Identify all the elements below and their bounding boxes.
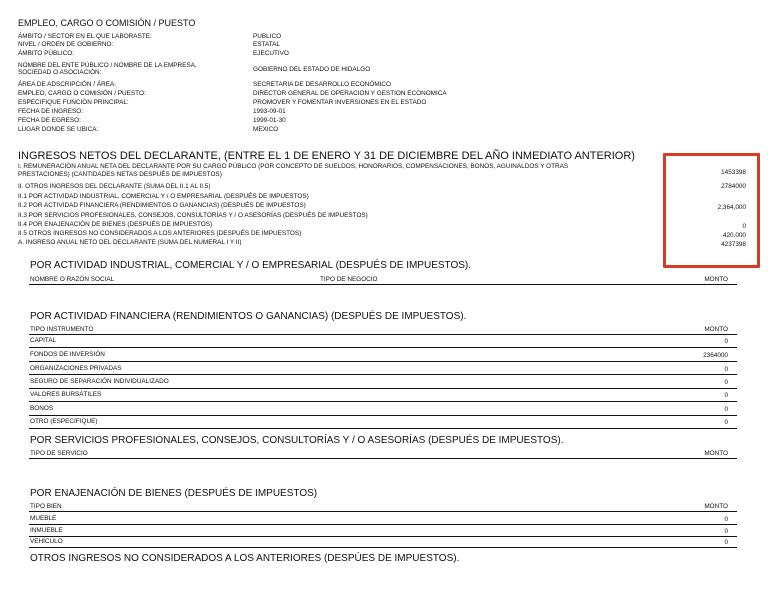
income-row-ii1: II.1 POR ACTIVIDAD INDUSTRIAL, COMERCIAL Y / O EMPRESARIAL (DESPUÉS DE IMPUESTOS) bbox=[18, 193, 309, 200]
income-row-ii3: II.3 POR SERVICIOS PROFESIONALES, CONSEJOS, CONSULTORÍAS Y / O ASESORÍAS (DESPUÉS DE IMPUESTOS) bbox=[18, 212, 368, 219]
industrial-title: POR ACTIVIDAD INDUSTRIAL, COMERCIAL Y / O EMPRESARIAL (DESPUÉS DE IMPUESTOS). bbox=[30, 260, 472, 271]
row-rule bbox=[29, 428, 737, 429]
label-area-adscripcion: ÁREA DE ADSCRIPCIÓN / ÁREA: bbox=[18, 81, 117, 88]
value-ambito-sector: PUBLICO bbox=[253, 33, 282, 40]
professional-col-amount: MONTO bbox=[704, 450, 728, 457]
table-cell-amount: 2364000 bbox=[703, 352, 728, 359]
financial-header-rule bbox=[29, 334, 737, 335]
row-rule bbox=[29, 388, 737, 389]
label-ambito-sector: ÁMBITO / SECTOR EN EL QUE LABORASTE: bbox=[18, 33, 152, 40]
table-cell-amount: 0 bbox=[724, 419, 728, 426]
row-rule bbox=[29, 401, 737, 402]
value-empleo-cargo: DIRECTOR GENERAL DE OPERACION Y GESTION ECONOMICA bbox=[253, 90, 447, 97]
table-row: VALORES BURSÁTILES bbox=[30, 391, 102, 398]
income-row-remuneracion-line1: I. REMUNERACIÓN ANUAL NETA DEL DECLARANTE POR SU CARGO PÚBLICO (POR CONCEPTO DE SUELDOS, HONORARIOS, COMPENSACIONES, BONOS, AGUINALDOS Y OTRAS bbox=[18, 163, 569, 170]
value-lugar-ubica: MEXICO bbox=[253, 126, 279, 133]
table-cell-amount: 0 bbox=[724, 366, 728, 373]
income-row-ii2: II.2 POR ACTIVIDAD FINANCIERA (RENDIMIENTOS O GANANCIAS) (DESPUÉS DE IMPUESTOS) bbox=[18, 202, 306, 209]
income-value-ii5: 420,000 bbox=[722, 232, 746, 239]
income-row-total: A. INGRESO ANUAL NETO DEL DECLARANTE (SUMA DEL NUMERAL I Y II) bbox=[18, 239, 242, 246]
value-fecha-ingreso: 1993-09-01 bbox=[253, 108, 286, 115]
industrial-col-amount: MONTO bbox=[704, 276, 728, 283]
value-ambito-publico: EJECUTIVO bbox=[253, 50, 289, 57]
table-cell-amount: 0 bbox=[724, 338, 728, 345]
table-cell-amount: 0 bbox=[724, 392, 728, 399]
professional-header-rule bbox=[29, 458, 737, 459]
label-fecha-egreso: FECHA DE EGRESO: bbox=[18, 117, 81, 124]
income-value-remuneracion: 1453398 bbox=[721, 169, 746, 176]
row-rule bbox=[29, 415, 737, 416]
label-ambito-publico: ÁMBITO PÚBLICO: bbox=[18, 50, 74, 57]
row-rule bbox=[29, 361, 737, 362]
value-nivel-gobierno: ESTATAL bbox=[253, 41, 280, 48]
income-value-ii4: 0 bbox=[742, 223, 746, 230]
income-value-total: 4237398 bbox=[721, 241, 746, 248]
table-cell-amount: 0 bbox=[724, 539, 728, 546]
label-funcion-principal: ESPECIFIQUE FUNCIÓN PRINCIPAL: bbox=[18, 99, 129, 106]
row-rule bbox=[29, 547, 737, 548]
income-value-ii2: 2,364,000 bbox=[717, 204, 746, 211]
highlight-box bbox=[663, 153, 760, 268]
value-funcion-principal: PROMOVER Y FOMENTAR INVERSIONES EN EL ESTADO bbox=[253, 99, 427, 106]
financial-col-amount: MONTO bbox=[704, 326, 728, 333]
financial-col-instrument: TIPO INSTRUMENTO bbox=[30, 326, 94, 333]
employment-title: EMPLEO, CARGO O COMISIÓN / PUESTO bbox=[18, 18, 196, 28]
financial-title: POR ACTIVIDAD FINANCIERA (RENDIMIENTOS O GANANCIAS) (DESPUÉS DE IMPUESTOS). bbox=[30, 311, 467, 322]
table-row: FONDOS DE INVERSIÓN bbox=[30, 351, 105, 358]
table-row: MUEBLE bbox=[30, 515, 57, 522]
table-cell-amount: 0 bbox=[724, 379, 728, 386]
industrial-col-type: TIPO DE NEGOCIO bbox=[320, 276, 378, 283]
label-empleo-cargo: EMPLEO, CARGO O COMISIÓN / PUESTO: bbox=[18, 90, 146, 97]
table-row: INMUEBLE bbox=[30, 527, 63, 534]
row-rule bbox=[29, 347, 737, 348]
label-lugar-ubica: LUGAR DONDE SE UBICA: bbox=[18, 126, 99, 133]
row-rule bbox=[29, 374, 737, 375]
other-title: OTROS INGRESOS NO CONSIDERADOS A LOS ANTERIORES (DESPÚES DE IMPUESTOS). bbox=[30, 553, 460, 564]
industrial-col-name: NOMBRE O RAZÓN SOCIAL bbox=[30, 276, 115, 283]
label-ente-publico-line2: SOCIEDAD O ASOCIACIÓN: bbox=[18, 69, 102, 76]
sale-header-rule bbox=[29, 511, 737, 512]
table-cell-amount: 0 bbox=[724, 406, 728, 413]
table-row: SEGURO DE SEPARACIÓN INDIVIDUALIZADO bbox=[30, 378, 169, 385]
table-row: CAPITAL bbox=[30, 337, 57, 344]
professional-col-service: TIPO DE SERVICIO bbox=[30, 450, 88, 457]
income-row-ii5: II.5 OTROS INGRESOS NO CONSIDERADOS A LOS ANTERIORES (DESPUÉS DE IMPUESTOS) bbox=[18, 230, 302, 237]
label-fecha-ingreso: FECHA DE INGRESO: bbox=[18, 108, 83, 115]
income-row-otros: II. OTROS INGRESOS DEL DECLARANTE (SUMA DEL II.1 AL II.5) bbox=[18, 183, 211, 190]
table-row: BONOS bbox=[30, 405, 54, 412]
income-row-ii4: II.4 POR ENAJENACIÓN DE BIENES (DESPUÉS DE IMPUESTOS) bbox=[18, 221, 213, 228]
label-ente-publico-line1: NOMBRE DEL ENTE PÚBLICO / NOMBRE DE LA EMPRESA, bbox=[18, 62, 197, 69]
row-rule bbox=[29, 536, 737, 537]
sale-col-amount: MONTO bbox=[704, 503, 728, 510]
value-area-adscripcion: SECRETARIA DE DESARROLLO ECONÓMICO bbox=[253, 81, 392, 88]
sale-col-type: TIPO BIEN bbox=[30, 503, 62, 510]
label-nivel-gobierno: NIVEL / ORDEN DE GOBIERNO: bbox=[18, 41, 114, 48]
income-row-remuneracion-line2: PRESTACIONES) (CANTIDADES NETAS DESPUÉS DE IMPUESTOS) bbox=[18, 171, 222, 178]
value-ente-publico: GOBIERNO DEL ESTADO DE HIDALGO bbox=[253, 66, 371, 73]
row-rule bbox=[29, 524, 737, 525]
table-cell-amount: 0 bbox=[724, 516, 728, 523]
sale-title: POR ENAJENACIÓN DE BIENES (DESPUÉS DE IMPUESTOS) bbox=[30, 488, 318, 499]
table-row: VEHÍCULO bbox=[30, 538, 63, 545]
professional-title: POR SERVICIOS PROFESIONALES, CONSEJOS, CONSULTORÍAS Y / O ASESORÍAS (DESPUÉS DE IMPUESTOS). bbox=[30, 435, 564, 446]
industrial-header-rule bbox=[29, 284, 737, 285]
table-row: OTRO (ESPECIFIQUE) bbox=[30, 418, 98, 425]
table-row: ORGANIZACIONES PRIVADAS bbox=[30, 365, 122, 372]
income-value-otros: 2784000 bbox=[721, 183, 746, 190]
value-fecha-egreso: 1999-01-30 bbox=[253, 117, 286, 124]
income-title: INGRESOS NETOS DEL DECLARANTE, (ENTRE EL 1 DE ENERO Y 31 DE DICIEMBRE DEL AÑO INMEDIATO ANTERIOR) bbox=[18, 150, 635, 162]
table-cell-amount: 0 bbox=[724, 528, 728, 535]
